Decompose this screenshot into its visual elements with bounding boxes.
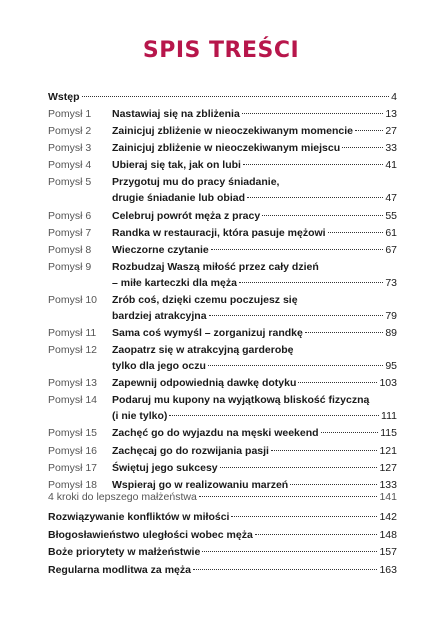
page-number: 115 [380, 427, 397, 440]
dot-leader [247, 197, 383, 198]
idea-number: Pomysł 2 [48, 125, 92, 138]
entry-line [112, 342, 397, 358]
dot-leader [342, 147, 383, 148]
page-number: 47 [385, 192, 397, 205]
entry-title: Rozbudzaj Waszą miłość przez cały dzień [112, 260, 319, 273]
dot-leader [290, 484, 377, 485]
page-number: 55 [385, 209, 397, 222]
entry-title: Zapewnij odpowiednią dawkę dotyku [112, 377, 297, 390]
toc-entry-idea[interactable] [48, 325, 397, 341]
toc-entry-idea[interactable] [48, 425, 397, 441]
toc-entry-idea[interactable] [48, 392, 397, 424]
page-number: 61 [385, 226, 397, 239]
page-number: 13 [385, 108, 397, 120]
idea-number: Pomysł 7 [48, 226, 92, 239]
entry-text [48, 562, 397, 578]
dot-leader [355, 130, 383, 131]
entry-line [112, 292, 397, 308]
page-number: 33 [385, 142, 397, 155]
dot-leader [328, 232, 384, 233]
idea-number: Pomysł 12 [48, 344, 98, 357]
entry-line [112, 140, 397, 156]
toc-entry-idea[interactable] [48, 140, 397, 156]
dot-leader [202, 551, 377, 552]
entry-line [112, 190, 397, 206]
entry-title: Ubieraj się tak, jak on lubi [112, 159, 241, 172]
page-number: 79 [385, 309, 397, 322]
dot-leader [220, 467, 378, 468]
toc-entry-appendix[interactable] [48, 527, 397, 543]
toc-entry-appendix[interactable] [48, 544, 397, 560]
toc-entry-idea[interactable] [48, 375, 397, 391]
entry-text [48, 527, 397, 543]
entry-line [112, 308, 397, 324]
entry-line [48, 562, 397, 578]
entry-title: 4 kroki do lepszego małżeństwa [48, 491, 197, 503]
entry-line [48, 544, 397, 560]
page-number: 121 [379, 444, 397, 457]
idea-number: Pomysł 6 [48, 209, 92, 222]
entry-line [112, 408, 397, 424]
entry-text [112, 375, 397, 391]
entry-title: Świętuj jego sukcesy [112, 461, 218, 474]
entry-line [112, 425, 397, 441]
entry-title: – miłe karteczki dla męża [112, 276, 237, 289]
page-number: 157 [379, 546, 397, 558]
page-number: 41 [385, 159, 397, 172]
page-number: 133 [379, 478, 397, 491]
page-number: 127 [379, 461, 397, 474]
entry-line [112, 375, 397, 391]
entry-text [112, 123, 397, 139]
page-number: 4 [391, 91, 397, 103]
dot-leader [199, 496, 378, 497]
toc-entry-idea[interactable] [48, 174, 397, 206]
entry-text [48, 544, 397, 560]
toc-entry-intro[interactable] [48, 89, 397, 105]
entry-line [112, 106, 397, 122]
entry-line [112, 443, 397, 459]
toc-entry-idea[interactable] [48, 157, 397, 173]
entry-text [112, 106, 397, 122]
page-number: 148 [379, 528, 397, 541]
page-number: 142 [379, 511, 397, 523]
dot-leader [82, 96, 390, 97]
dot-leader [243, 164, 383, 165]
entry-line [112, 242, 397, 258]
entry-title: drugie śniadanie lub obiad [112, 192, 246, 205]
entry-title: Zainicjuj zbliżenie w nieoczekiwanym momencie [112, 125, 353, 138]
entry-text [112, 292, 397, 324]
page-number: 111 [381, 410, 397, 423]
toc-entry-idea[interactable] [48, 123, 397, 139]
idea-number: Pomysł 11 [48, 327, 97, 339]
idea-number: Pomysł 4 [48, 159, 92, 172]
entry-text [112, 259, 397, 291]
entry-text [112, 140, 397, 156]
dot-leader [321, 432, 379, 433]
entry-text [112, 157, 397, 173]
entry-title: Zachęć go do wyjazdu na męski weekend [112, 427, 319, 440]
entry-title: Rozwiązywanie konfliktów w miłości [48, 511, 230, 523]
idea-number: Pomysł 9 [48, 260, 92, 273]
page-title: SPIS TREŚCI [142, 38, 300, 63]
page-number: 103 [379, 377, 397, 390]
entry-line [112, 259, 397, 275]
toc-entry-idea[interactable] [48, 443, 397, 459]
entry-title: Wstęp [48, 91, 80, 103]
dot-leader [208, 365, 383, 366]
dot-leader [209, 315, 384, 316]
entry-text [112, 443, 397, 459]
entry-text [112, 392, 397, 424]
entry-line [112, 174, 397, 190]
entry-text [48, 89, 397, 105]
entry-line [112, 358, 397, 374]
toc-entry-idea[interactable] [48, 460, 397, 476]
entry-title: Regularna modlitwa za męża [48, 563, 191, 576]
toc-entry-idea[interactable] [48, 225, 397, 241]
entry-line [48, 489, 397, 505]
idea-number: Pomysł 5 [48, 176, 92, 189]
entry-title: (i nie tylko) [112, 410, 168, 423]
dot-leader [298, 382, 377, 383]
toc-entry-idea[interactable] [48, 259, 397, 291]
entry-title: Podaruj mu kupony na wyjątkową bliskość fizyczną [112, 394, 370, 407]
entry-line [112, 325, 397, 341]
entry-title: bardziej atrakcyjna [112, 309, 207, 322]
toc-entry-idea[interactable] [48, 242, 397, 258]
idea-number: Pomysł 3 [48, 142, 92, 155]
entry-line [112, 225, 397, 241]
entry-text [112, 460, 397, 476]
page-number: 27 [385, 125, 397, 138]
entry-text [112, 208, 397, 224]
idea-number: Pomysł 13 [48, 377, 98, 390]
page-number: 163 [379, 563, 397, 576]
dot-leader [169, 415, 379, 416]
entry-title: Celebruj powrót męża z pracy [112, 209, 261, 222]
idea-number: Pomysł 15 [48, 427, 98, 440]
dot-leader [262, 215, 383, 216]
entry-title: Nastawiaj się na zbliżenia [112, 108, 240, 120]
toc-entry-appendix[interactable] [48, 489, 397, 505]
toc-entry-idea[interactable] [48, 292, 397, 324]
dot-leader [239, 282, 383, 283]
entry-line [112, 157, 397, 173]
idea-number: Pomysł 1 [48, 108, 92, 120]
dot-leader [271, 450, 378, 451]
page-number: 89 [385, 327, 397, 339]
idea-number: Pomysł 18 [48, 478, 98, 491]
entry-title: Zachęcaj go do rozwijania pasji [112, 444, 269, 457]
entry-title: tylko dla jego oczu [112, 360, 206, 373]
idea-number: Pomysł 8 [48, 243, 92, 256]
entry-title: Zainicjuj zbliżenie w nieoczekiwanym miejscu [112, 142, 341, 155]
entry-line [112, 208, 397, 224]
entry-title: Zaopatrz się w atrakcyjną garderobę [112, 344, 294, 357]
entry-line [48, 527, 397, 543]
toc-entry-idea[interactable] [48, 208, 397, 224]
entry-title: Zrób coś, dzięki czemu poczujesz się [112, 293, 298, 306]
entry-text [112, 242, 397, 258]
entry-title: Przygotuj mu do pracy śniadanie, [112, 176, 280, 189]
page-number: 95 [385, 360, 397, 373]
entry-line [112, 392, 397, 408]
dot-leader [305, 332, 383, 333]
entry-title: Boże priorytety w małżeństwie [48, 546, 201, 558]
idea-number: Pomysł 10 [48, 293, 98, 306]
page-number: 73 [385, 276, 397, 289]
toc-entry-idea[interactable] [48, 106, 397, 122]
entry-line [112, 460, 397, 476]
entry-title: Błogosławieństwo uległości wobec męża [48, 528, 253, 541]
dot-leader [255, 534, 378, 535]
entry-line [48, 89, 397, 105]
idea-number: Pomysł 17 [48, 461, 98, 474]
idea-number: Pomysł 16 [48, 444, 98, 457]
entry-title: Wieczorne czytanie [112, 243, 209, 256]
dot-leader [211, 249, 384, 250]
entry-title: Randka w restauracji, która pasuje mężowi [112, 226, 326, 239]
page-number: 67 [385, 243, 397, 256]
toc-entry-idea[interactable] [48, 342, 397, 374]
entry-line [48, 509, 397, 525]
dot-leader [231, 516, 377, 517]
entry-line [112, 275, 397, 291]
idea-number: Pomysł 14 [48, 394, 98, 407]
entry-text [112, 225, 397, 241]
entry-text [48, 489, 397, 505]
entry-line [112, 123, 397, 139]
entry-text [48, 509, 397, 525]
page-number: 141 [379, 491, 397, 503]
entry-title: Wspieraj go w realizowaniu marzeń [112, 478, 289, 491]
toc-entry-appendix[interactable] [48, 562, 397, 578]
entry-text [112, 325, 397, 341]
dot-leader [242, 113, 384, 114]
dot-leader [193, 569, 378, 570]
toc-entry-appendix[interactable] [48, 509, 397, 525]
entry-text [112, 425, 397, 441]
entry-text [112, 174, 397, 206]
entry-title: Sama coś wymyśl – zorganizuj randkę [112, 327, 303, 339]
entry-text [112, 342, 397, 374]
